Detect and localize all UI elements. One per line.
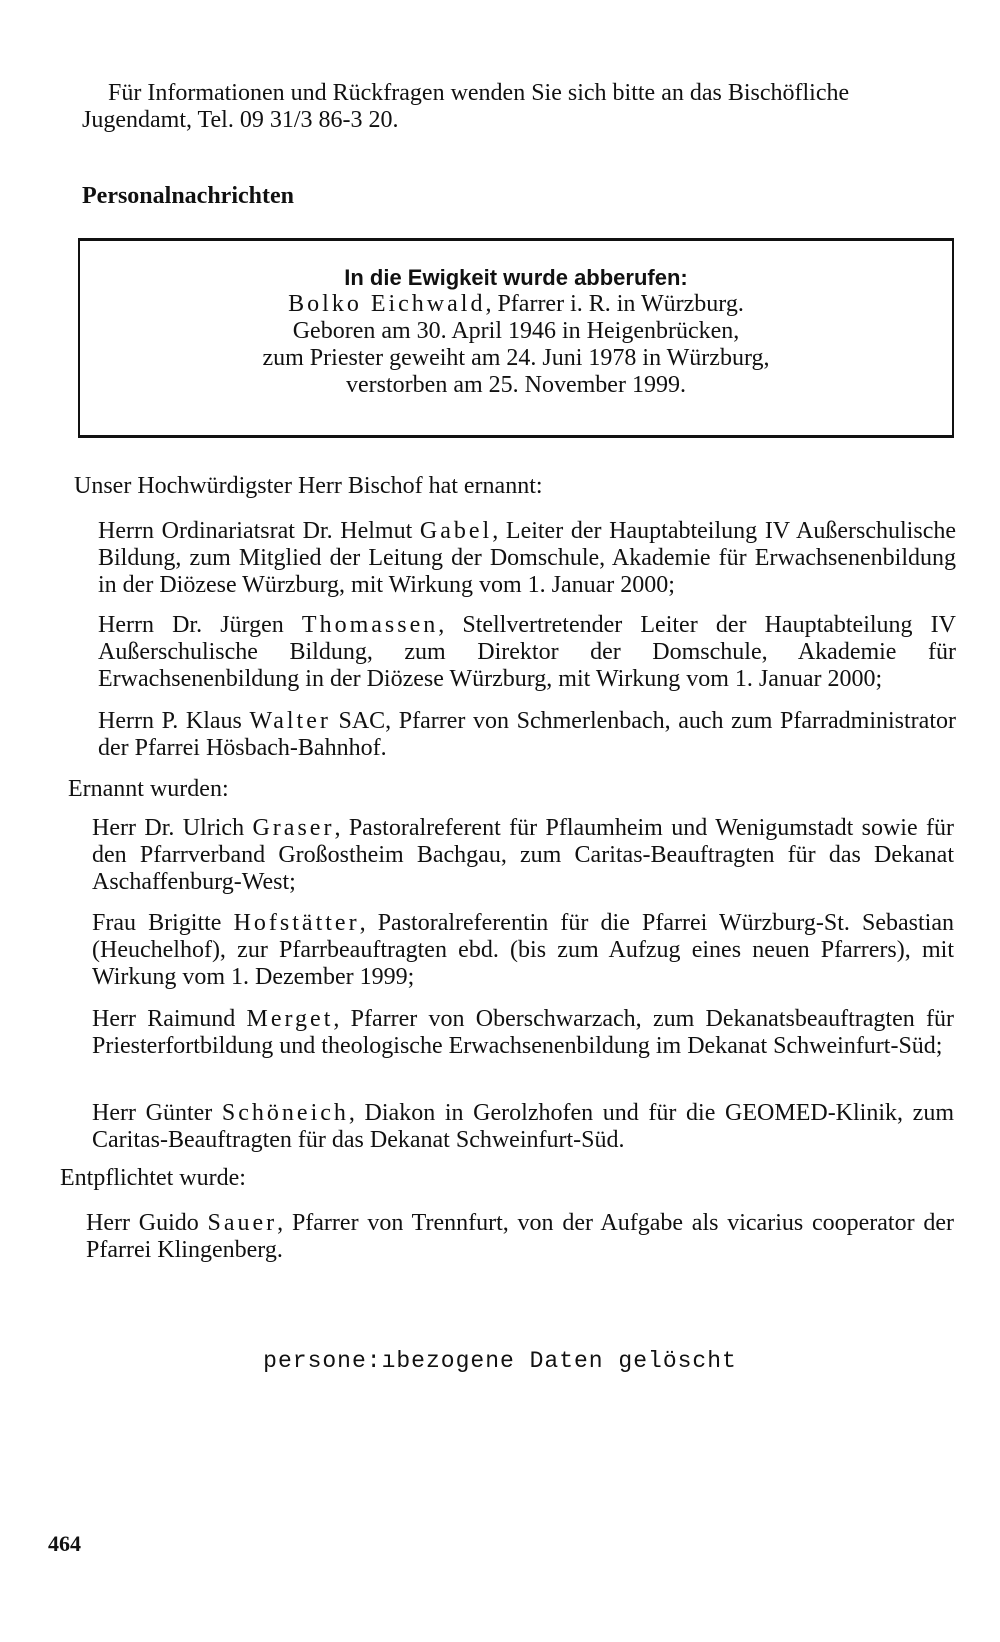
page-number: 464: [48, 1531, 81, 1556]
entry-surname: Gabel: [419, 518, 493, 544]
released-label: Entpflichtet wurde:: [60, 1165, 246, 1191]
entry-surname: Hofstätter: [233, 910, 360, 936]
named-entry: [92, 1006, 954, 1060]
named-label: Ernannt wurden:: [68, 776, 229, 802]
intro-line-2: Jugendamt, Tel. 09 31/3 86-3 20.: [82, 107, 399, 133]
entry-text: , Pfarrer von Oberschwarzach, zum Dekanatsbeauftragten für Priesterfortbildung und theologische Erwachsenenbildung im Dekanat Schweinfurt-Süd;: [92, 1006, 954, 1059]
entry-prefix: Herr Guido: [86, 1210, 208, 1236]
intro-paragraph: [82, 80, 962, 134]
entry-prefix: Frau Brigitte: [92, 910, 234, 936]
entry-surname: Sauer: [207, 1210, 278, 1236]
obituary-title: In die Ewigkeit wurde abberufen:: [344, 265, 688, 290]
appointment-entry: [98, 518, 956, 599]
section-heading: Personalnachrichten: [82, 183, 294, 209]
entry-surname: Graser: [252, 815, 335, 841]
intro-line-1: Für Informationen und Rückfragen wenden Sie sich bitte an das Bischöfliche: [108, 80, 850, 106]
entry-prefix: Herr Günter: [92, 1100, 222, 1126]
entry-prefix: Herr Raimund: [92, 1006, 247, 1032]
entry-prefix: Herr Dr. Ulrich: [92, 815, 253, 841]
entry-text: , Pastoralreferent für Pflaumheim und Wenigumstadt sowie für den Pfarrverband Großostheim Bachgau, zum Caritas-Beauftragten für das Dekanat Aschaffenburg-West;: [92, 815, 955, 895]
obituary-death-line: verstorben am 25. November 1999.: [346, 372, 686, 398]
named-entry: [92, 815, 954, 896]
obituary-name: Bolko Eichwald: [288, 291, 486, 317]
obituary-birth-line: Geboren am 30. April 1946 in Heigenbrücken,: [292, 318, 740, 344]
appointment-entry: [98, 708, 956, 762]
named-entry: [92, 910, 954, 991]
obituary-name-suffix: , Pfarrer i. R. in Würzburg.: [485, 291, 744, 317]
entry-text: , Diakon in Gerolzhofen und für die GEOMED-Klinik, zum Caritas-Beauftragten für das Dekanat Schweinfurt-Süd.: [92, 1100, 954, 1153]
obituary-name-line: [80, 291, 952, 318]
entry-surname: Walter: [249, 708, 331, 734]
redaction-note: persone:ıbezogene Daten gelöscht: [263, 1348, 737, 1374]
entry-prefix: Herrn P. Klaus: [98, 708, 250, 734]
entry-text: , Pfarrer von Trennfurt, von der Aufgabe als vicarius cooperator der Pfarrei Klingenberg.: [86, 1210, 955, 1263]
entry-prefix: Herrn Ordinariatsrat Dr. Helmut: [98, 518, 420, 544]
entry-surname: Schöneich: [221, 1100, 349, 1126]
entry-text: , Stellvertretender Leiter der Hauptabteilung IV Außerschulische Bildung, zum Direktor der Domschule, Akademie für Erwachsenenbildung in der Diözese Würzburg, mit Wirkung vom 1. Januar 2000;: [98, 612, 956, 692]
entry-prefix: Herrn Dr. Jürgen: [98, 612, 302, 638]
entry-text: , Pastoralreferentin für die Pfarrei Würzburg-St. Sebastian (Heuchelhof), zur Pfarrbeauftragten ebd. (bis zum Aufzug eines neuen Pfarrers), mit Wirkung vom 1. Dezember 1999;: [92, 910, 954, 990]
named-entry: [92, 1100, 954, 1154]
appointed-by-bishop-label: Unser Hochwürdigster Herr Bischof hat ernannt:: [74, 473, 543, 499]
obituary-box: [78, 238, 954, 438]
obituary-ordination-line: zum Priester geweiht am 24. Juni 1978 in Würzburg,: [262, 345, 770, 371]
released-entry: [86, 1210, 954, 1264]
entry-text: SAC, Pfarrer von Schmerlenbach, auch zum Pfarradministrator der Pfarrei Hösbach-Bahnhof.: [98, 708, 956, 761]
entry-text: , Leiter der Hauptabteilung IV Außerschulische Bildung, zum Mitglied der Leitung der Domschule, Akademie für Erwachsenenbildung in der Diözese Würzburg, mit Wirkung vom 1. Januar 2000;: [98, 518, 956, 598]
entry-surname: Merget: [246, 1006, 334, 1032]
appointment-entry: [98, 612, 956, 693]
entry-surname: Thomassen: [301, 612, 439, 638]
